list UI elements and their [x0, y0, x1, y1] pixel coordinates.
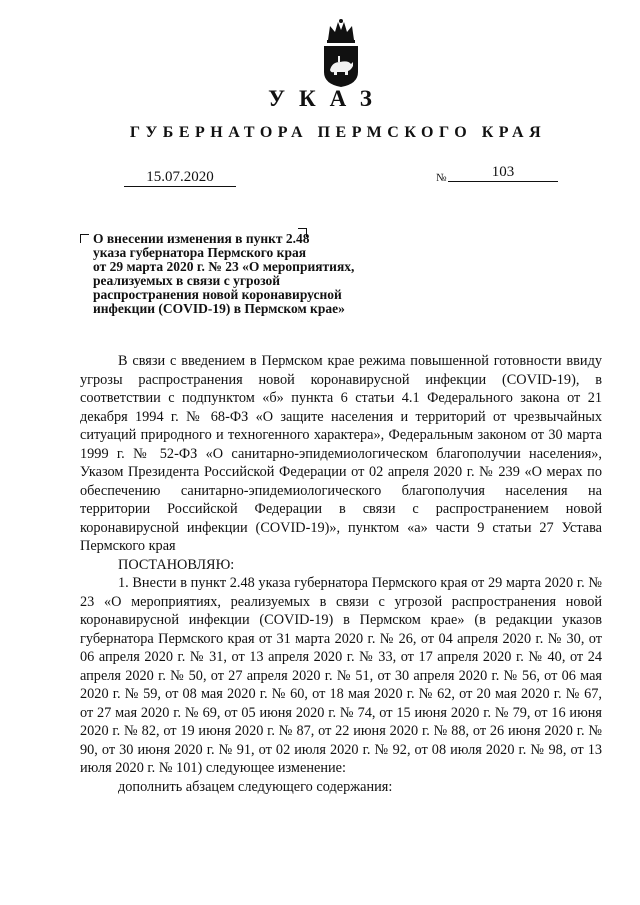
heading-line: реализуемых в связи с угрозой: [93, 273, 281, 288]
heading-line: О внесении изменения в пункт 2.48: [93, 231, 310, 246]
preamble-paragraph: В связи с введением в Пермском крае режима повышенной готовности ввиду угрозы распространения новой коронавирусной инфекции (COVID-19), в соответствии с подпунктом «б» пункта 6 статьи 4.1 Федерального закона от 21 декабря 1994 г. № 68-ФЗ «О защите населения и территорий от чрезвычайных ситуаций природного и техногенного характера», Федеральным законом от 30 марта 1999 г. № 52-ФЗ «О санитарно-эпидемиологическом благополучии населения», Указом Президента Российской Федерации от 02 апреля 2020 г. № 239 «О мерах по обеспечению санитарно-эпидемиологического благополучия населения на территории Российской Федерации в связи с распространением новой коронавирусной инфекции (COVID-19)», пунктом «а» части 9 статьи 27 Устава Пермского края: [80, 353, 602, 554]
heading-line: указа губернатора Пермского края: [93, 245, 307, 260]
heading-line: распространения новой коронавирусной: [93, 287, 342, 302]
heading-line: от 29 марта 2020 г. № 23 «О мероприятиях,: [93, 259, 355, 274]
document-subtitle: ГУБЕРНАТОРА ПЕРМСКОГО КРАЯ: [129, 124, 547, 141]
number-label: №: [436, 172, 447, 184]
heading-line: инфекции (COVID-19) в Пермском крае»: [93, 301, 345, 316]
decree-heading: [93, 232, 423, 316]
heading-corner-left: [80, 234, 89, 243]
document-body: [80, 352, 602, 796]
clause-paragraph: 1. Внести в пункт 2.48 указа губернатора Пермского края от 29 марта 2020 г. № 23 «О мероприятиях, реализуемых в связи с угрозой распространения новой коронавирусной инфекции (COVID-19) в Пермском крае» (в редакции указов губернатора Пермского края от 31 марта 2020 г. № 26, от 04 апреля 2020 г. № 30, от 06 апреля 2020 г. № 31, от 13 апреля 2020 г. № 33, от 17 апреля 2020 г. № 40, от 24 апреля 2020 г. № 50, от 27 апреля 2020 г. № 51, от 30 апреля 2020 г. № 56, от 06 мая 2020 г. № 59, от 08 мая 2020 г. № 60, от 18 мая 2020 г. № 62, от 20 мая 2020 г. № 67, от 27 мая 2020 г. № 69, от 05 июня 2020 г. № 74, от 15 июня 2020 г. № 79, от 16 июня 2020 г. № 82, от 19 июня 2020 г. № 87, от 22 июня 2020 г. № 88, от 26 июня 2020 г. № 90, от 30 июня 2020 г. № 91, от 02 июля 2020 г. № 92, от 08 июля 2020 г. № 98, от 13 июля 2020 г. № 101) следующее изменение:: [80, 575, 602, 776]
addition-paragraph: дополнить абзацем следующего содержания:: [118, 778, 393, 795]
decree-word: ПОСТАНОВЛЯЮ:: [118, 556, 235, 573]
document-title: УКАЗ: [268, 86, 386, 111]
decree-number: 103: [448, 163, 558, 182]
decree-date: 15.07.2020: [124, 168, 236, 187]
coat-of-arms-icon: [318, 18, 364, 88]
